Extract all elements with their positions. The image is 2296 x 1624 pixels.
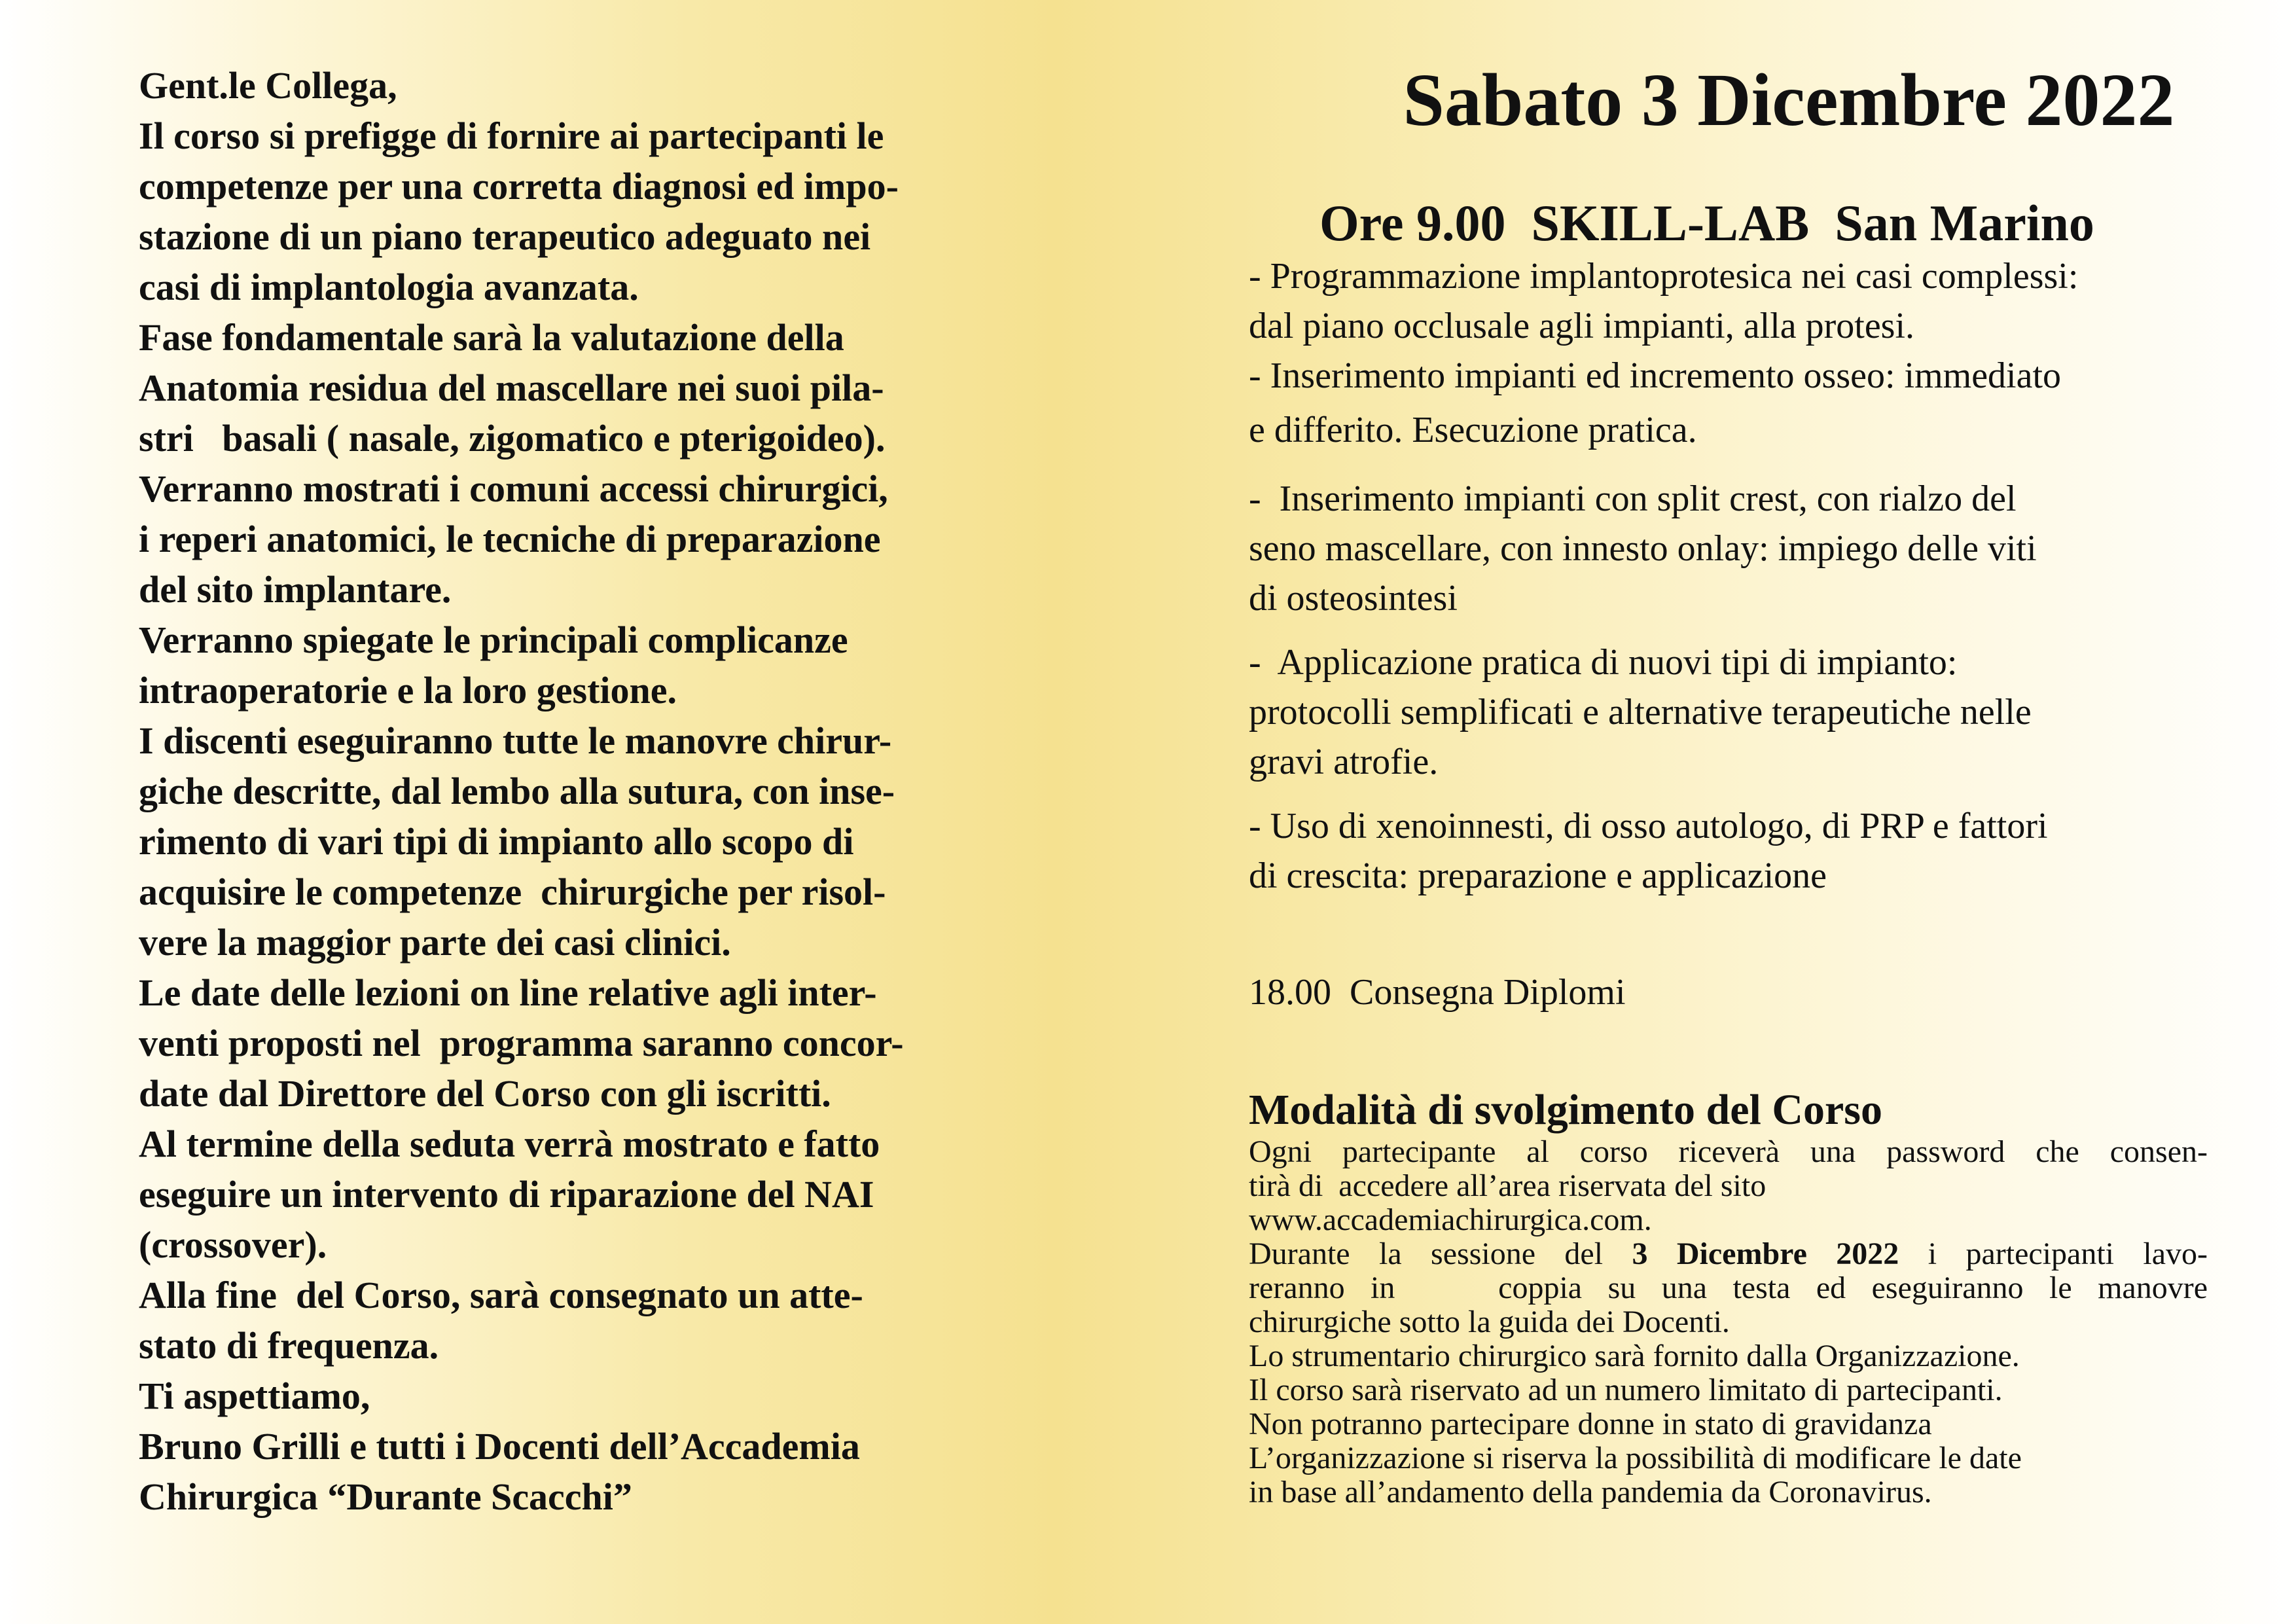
program-item: seno mascellare, con innesto onlay: impiego delle viti bbox=[1249, 528, 2037, 569]
letter-line: giche descritte, dal lembo alla sutura, con inse- bbox=[139, 770, 895, 812]
mode-line: tirà di accedere all’area riservata del sito bbox=[1249, 1168, 1767, 1203]
letter-line: I discenti eseguiranno tutte le manovre chirur- bbox=[139, 719, 892, 762]
website-url: www.accademiachirurgica.com. bbox=[1249, 1202, 1652, 1237]
program-item: e differito. Esecuzione pratica. bbox=[1249, 410, 1697, 450]
letter-line: Le date delle lezioni on line relative agli inter- bbox=[139, 971, 877, 1014]
program-item: - Uso di xenoinnesti, di osso autologo, di PRP e fattori bbox=[1249, 806, 2048, 846]
letter-line: date dal Direttore del Corso con gli iscritti. bbox=[139, 1072, 831, 1115]
mode-line: Lo strumentario chirurgico sarà fornito dalla Organizzazione. bbox=[1249, 1339, 2020, 1373]
letter-line: Gent.le Collega, bbox=[139, 64, 397, 107]
letter-line: Al termine della seduta verrà mostrato e fatto bbox=[139, 1123, 880, 1165]
program-list bbox=[1249, 251, 2257, 901]
program-item: gravi atrofie. bbox=[1249, 742, 1439, 782]
program-item: - Programmazione implantoprotesica nei casi complessi: bbox=[1249, 256, 2079, 297]
mode-line: chirurgiche sotto la guida dei Docenti. bbox=[1249, 1305, 1730, 1339]
letter-line: stazione di un piano terapeutico adeguato nei bbox=[139, 215, 871, 258]
letter-line: intraoperatorie e la loro gestione. bbox=[139, 669, 677, 712]
letter-line: acquisire le competenze chirurgiche per risol- bbox=[139, 871, 886, 913]
program-item: - Inserimento impianti ed incremento osseo: immediato bbox=[1249, 355, 2062, 396]
program-item: - Applicazione pratica di nuovi tipi di impianto: bbox=[1249, 642, 1958, 683]
letter-line: rimento di vari tipi di impianto allo scopo di bbox=[139, 820, 854, 863]
letter-line: casi di implantologia avanzata. bbox=[139, 266, 639, 308]
letter-line: i reperi anatomici, le tecniche di preparazione bbox=[139, 518, 881, 560]
program-item: protocolli semplificati e alternative terapeutiche nelle bbox=[1249, 692, 2032, 732]
letter-line: stato di frequenza. bbox=[139, 1324, 439, 1367]
course-mode-title: Modalità di svolgimento del Corso bbox=[1249, 1086, 1882, 1134]
mode-line bbox=[1249, 1237, 2208, 1271]
letter-line: Anatomia residua del mascellare nei suoi pila- bbox=[139, 367, 884, 409]
mode-line: Non potranno partecipare donne in stato di gravidanza bbox=[1249, 1407, 1932, 1441]
program-item: di osteosintesi bbox=[1249, 578, 1458, 619]
letter-line: venti proposti nel programma saranno concor- bbox=[139, 1022, 904, 1064]
schedule-column bbox=[1249, 58, 2257, 1509]
letter-line: Ti aspettiamo, bbox=[139, 1375, 370, 1417]
letter-signature: Bruno Grilli e tutti i Docenti dell’Accademia bbox=[139, 1425, 860, 1468]
letter-line: competenze per una corretta diagnosi ed impo- bbox=[139, 165, 899, 208]
session-heading: Ore 9.00 SKILL-LAB San Marino bbox=[1319, 194, 2094, 251]
letter-signature: Chirurgica “Durante Scacchi” bbox=[139, 1475, 632, 1518]
mode-line-part: i partecipanti lavo- bbox=[1899, 1236, 2208, 1271]
mode-line: reranno in coppia su una testa ed eseguiranno le manovre bbox=[1249, 1271, 2208, 1305]
program-item: di crescita: preparazione e applicazione bbox=[1249, 856, 1827, 896]
mode-line: Ogni partecipante al corso riceverà una password che consen- bbox=[1249, 1134, 2208, 1169]
letter-line: eseguire un intervento di riparazione del NAI bbox=[139, 1173, 874, 1216]
diploma-ceremony: 18.00 Consegna Diplomi bbox=[1249, 972, 1626, 1013]
letter-line: Fase fondamentale sarà la valutazione della bbox=[139, 316, 844, 359]
letter-line: del sito implantare. bbox=[139, 568, 452, 611]
mode-line: in base all’andamento della pandemia da Coronavirus. bbox=[1249, 1475, 1932, 1509]
letter-line: Verranno spiegate le principali complicanze bbox=[139, 619, 848, 661]
welcome-letter bbox=[139, 60, 1055, 1522]
mode-line: L’organizzazione si riserva la possibilità di modificare le date bbox=[1249, 1441, 2022, 1475]
program-item: dal piano occlusale agli impianti, alla protesi. bbox=[1249, 306, 1915, 346]
letter-line: stri basali ( nasale, zigomatico e pterigoideo). bbox=[139, 417, 886, 460]
session-date-highlight: 3 Dicembre 2022 bbox=[1632, 1236, 1899, 1271]
program-item: - Inserimento impianti con split crest, con rialzo del bbox=[1249, 478, 2017, 519]
letter-line: Alla fine del Corso, sarà consegnato un atte- bbox=[139, 1274, 863, 1316]
event-date-title: Sabato 3 Dicembre 2022 bbox=[1403, 58, 2175, 141]
course-mode-text bbox=[1249, 1135, 2257, 1509]
letter-line: Verranno mostrati i comuni accessi chirurgici, bbox=[139, 467, 888, 510]
letter-line: vere la maggior parte dei casi clinici. bbox=[139, 921, 731, 964]
letter-line: Il corso si prefigge di fornire ai partecipanti le bbox=[139, 115, 884, 157]
mode-line-part: Durante la sessione del bbox=[1249, 1236, 1632, 1271]
letter-line: (crossover). bbox=[139, 1223, 327, 1266]
mode-line: Il corso sarà riservato ad un numero limitato di partecipanti. bbox=[1249, 1373, 2003, 1407]
